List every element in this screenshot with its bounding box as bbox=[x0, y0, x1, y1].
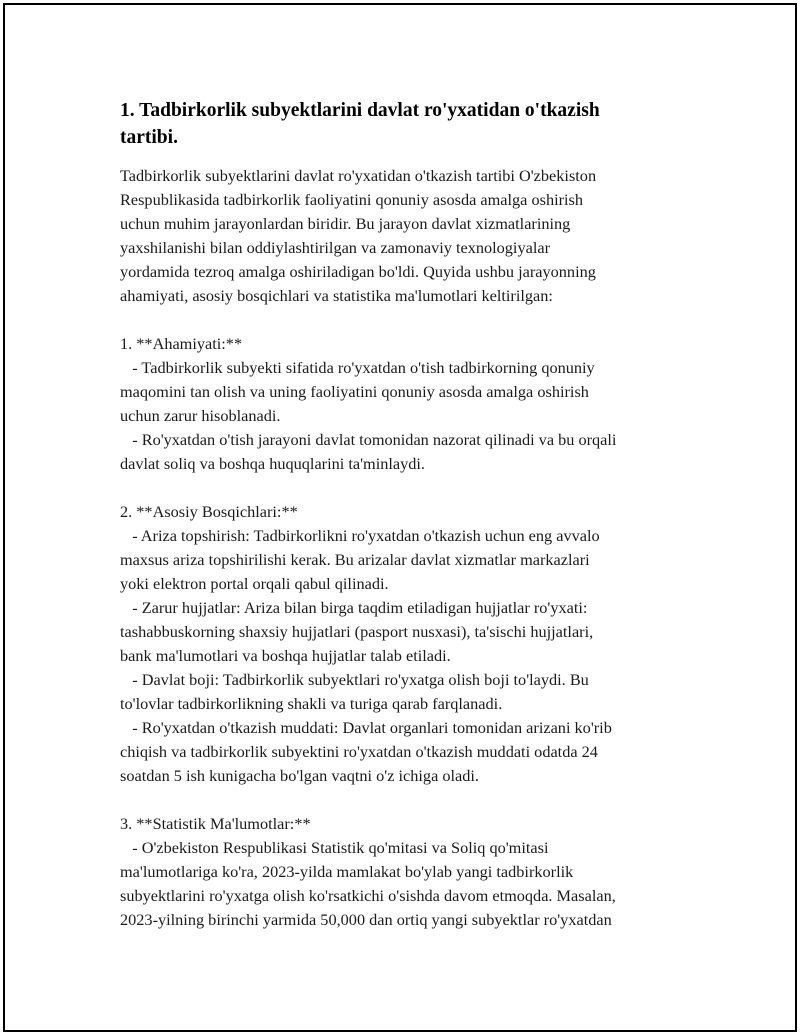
text-line: yaxshilanishi bilan oddiylashtirilgan va zamonaviy texnologiyalar bbox=[120, 238, 550, 257]
text-line: - Ariza topshirish: Tadbirkorlikni ro'yxatdan o'tkazish uchun eng avvalo bbox=[120, 526, 600, 545]
body-text bbox=[120, 164, 700, 932]
text-line: maxsus ariza topshirilishi kerak. Bu arizalar davlat xizmatlar markazlari bbox=[120, 550, 590, 569]
title-line: tartibi. bbox=[120, 127, 178, 148]
text-line: Respublikasida tadbirkorlik faoliyatini qonuniy asosda amalga oshirish bbox=[120, 190, 584, 209]
text-line: to'lovlar tadbirkorlikning shakli va turiga qarab farqlanadi. bbox=[120, 694, 503, 713]
paragraph-spacer bbox=[120, 308, 700, 332]
text-line: maqomini tan olish va uning faoliyatini qonuniy asosda amalga oshirish bbox=[120, 382, 589, 401]
text-line: yordamida tezroq amalga oshiriladigan bo'ldi. Quyida ushbu jarayonning bbox=[120, 262, 596, 281]
section-title bbox=[120, 97, 700, 151]
text-line: - Ro'yxatdan o'tish jarayoni davlat tomonidan nazorat qilinadi va bu orqali bbox=[120, 430, 617, 449]
text-line: bank ma'lumotlari va boshqa hujjatlar talab etiladi. bbox=[120, 646, 451, 665]
title-line: 1. Tadbirkorlik subyektlarini davlat ro'yxatidan o'tkazish bbox=[120, 100, 600, 121]
text-line: - Tadbirkorlik subyekti sifatida ro'yxatdan o'tish tadbirkorning qonuniy bbox=[120, 358, 595, 377]
text-line: - O'zbekiston Respublikasi Statistik qo'mitasi va Soliq qo'mitasi bbox=[120, 838, 549, 857]
text-line: - Ro'yxatdan o'tkazish muddati: Davlat organlari tomonidan arizani ko'rib bbox=[120, 718, 612, 737]
text-line: soatdan 5 ish kunigacha bo'lgan vaqtni o'z ichiga oladi. bbox=[120, 766, 479, 785]
text-line: Tadbirkorlik subyektlarini davlat ro'yxatidan o'tkazish tartibi O'zbekiston bbox=[120, 166, 597, 185]
document-content bbox=[120, 97, 700, 932]
text-line: yoki elektron portal orqali qabul qilinadi. bbox=[120, 574, 389, 593]
text-line: tashabbuskorning shaxsiy hujjatlari (pasport nusxasi), ta'sischi hujjatlari, bbox=[120, 622, 594, 641]
text-line: chiqish va tadbirkorlik subyektini ro'yxatdan o'tkazish muddati odatda 24 bbox=[120, 742, 598, 761]
paragraph-spacer bbox=[120, 476, 700, 500]
text-line: 3. **Statistik Ma'lumotlar:** bbox=[120, 814, 311, 833]
text-line: 2023-yilning birinchi yarmida 50,000 dan ortiq yangi subyektlar ro'yxatdan bbox=[120, 910, 612, 929]
text-line: subyektlarini ro'yxatga olish ko'rsatkichi o'sishda davom etmoqda. Masalan, bbox=[120, 886, 616, 905]
text-line: uchun zarur hisoblanadi. bbox=[120, 406, 281, 425]
text-line: 2. **Asosiy Bosqichlari:** bbox=[120, 502, 298, 521]
text-line: ma'lumotlariga ko'ra, 2023-yilda mamlakat bo'ylab yangi tadbirkorlik bbox=[120, 862, 574, 881]
text-line: uchun muhim jarayonlardan biridir. Bu jarayon davlat xizmatlarining bbox=[120, 214, 571, 233]
text-line: - Zarur hujjatlar: Ariza bilan birga taqdim etiladigan hujjatlar ro'yxati: bbox=[120, 598, 588, 617]
text-line: 1. **Ahamiyati:** bbox=[120, 334, 243, 353]
text-line: ahamiyati, asosiy bosqichlari va statistika ma'lumotlari keltirilgan: bbox=[120, 286, 553, 305]
document-page bbox=[3, 3, 797, 1032]
paragraph-spacer bbox=[120, 788, 700, 812]
text-line: - Davlat boji: Tadbirkorlik subyektlari ro'yxatga olish boji to'laydi. Bu bbox=[120, 670, 589, 689]
text-line: davlat soliq va boshqa huquqlarini ta'minlaydi. bbox=[120, 454, 425, 473]
